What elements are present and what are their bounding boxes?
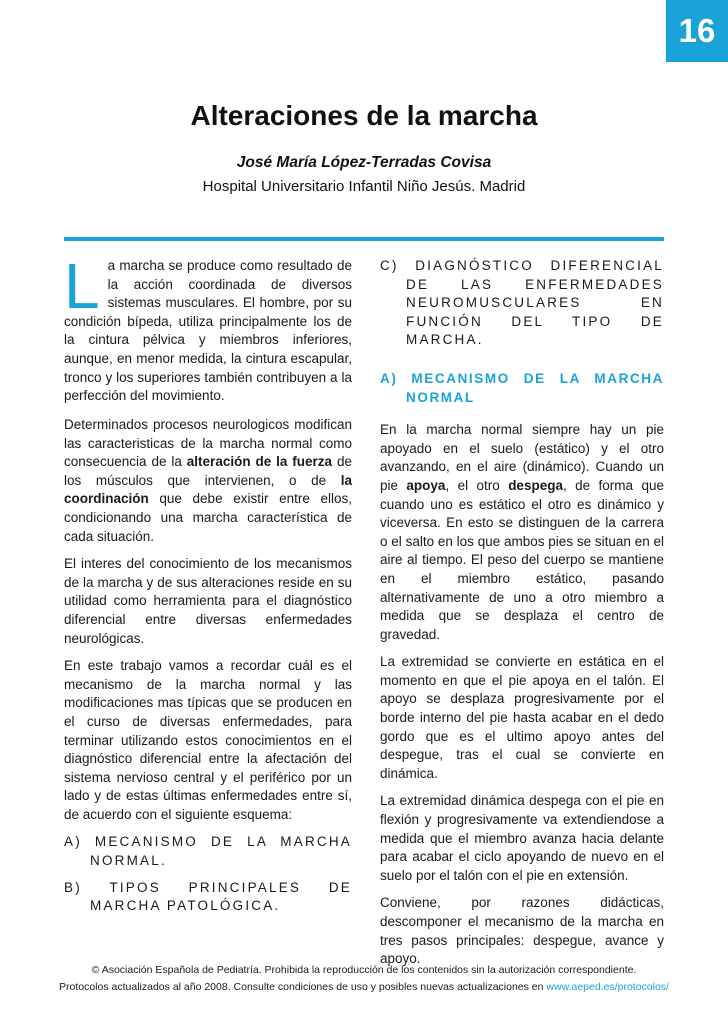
header-divider (64, 237, 664, 241)
text-run: En la marcha normal siempre hay un pie apoyado en el suelo (estático) y el otro avanzando, en el aire (dinámico). Cuando un pie (380, 422, 664, 493)
chapter-number-badge: 16 (666, 0, 728, 62)
outline-item-a: A) MECANISMO DE LA MARCHA NORMAL. (64, 834, 352, 869)
copyright-line: © Asociación Española de Pediatría. Prohibida la reproducción de los contenidos sin la autorización correspondiente. (91, 964, 637, 976)
text-run: que debe existir entre ellos, condicionando una marcha característica de cada situación. (64, 491, 352, 544)
outline-item-b: B) TIPOS PRINCIPALES DE MARCHA PATOLÓGICA. (64, 879, 352, 914)
paragraph-dynamic-limb: La extremidad dinámica despega con el pie en flexión y progresivamente va extendiendose a medida que el miembro avanza hacia delante para acabar el ciclo apoyando de nuevo en el suelo por el talón con el pie en extensión. (380, 793, 664, 883)
text-run: , de forma que cuando uno es estático el otro es dinámico y viceversa. En esto se distinguen de la carrera o el salto en los que ambos pies se situan en el aire al tiempo. El peso del cuerpo se mantiene en el miembro estático, pasando alternativamente de uno a otro miembro a medida que se desplaza el centro de gravedad. (380, 477, 664, 642)
emphasis-despega: despega (508, 477, 563, 493)
intro-text: a marcha se produce como resultado de la acción coordinada de diversos sistemas musculares. El hombre, por su condición bípeda, utiliza principalmente los de la cintura pélvica y miembros inferiores, aunque, en menor medida, la cintura escapular, tronco y los superiores también contribuyen a la perfección del movimiento. (64, 258, 352, 404)
paragraph-static-limb: La extremidad se convierte en estática en el momento en que el pie apoya en el talón. El apoyo se desplaza progresivamente por el borde interno del pie hasta acabar en el dedo gordo que es el ultimo apoyo antes del despegue, tras el cual se convierte en dinámica. (380, 654, 664, 781)
outline-item-c: C) DIAGNÓSTICO DIFERENCIAL DE LAS ENFERMEDADES NEUROMUSCULARES EN FUNCIÓN DEL TIPO DE MARCHA. (380, 258, 664, 348)
right-column (380, 257, 664, 978)
emphasis-fuerza: alteración de la fuerza (186, 454, 333, 470)
paragraph-normal-gait (380, 421, 664, 644)
author-name: José María López-Terradas Covisa (236, 154, 492, 171)
paragraph-three-steps: Conviene, por razones didácticas, descomponer el mecanismo de la marcha en tres pasos principales: despegue, avance y apoyo. (380, 895, 664, 967)
paragraph-neurologic-processes (64, 416, 352, 546)
page-title: Alteraciones de la marcha (190, 100, 538, 131)
page-footer (0, 962, 728, 996)
author-affiliation: Hospital Universitario Infantil Niño Jesús. Madrid (202, 178, 526, 195)
protocols-link[interactable]: www.aeped.es/protocolos/ (546, 981, 669, 993)
emphasis-apoya: apoya (406, 477, 446, 493)
text-run: Determinados procesos neurologicos modifican las caracteristicas de la marcha normal como consecuencia de la (64, 417, 352, 470)
text-run: de los músculos que intervienen, o de (64, 454, 352, 488)
paragraph-scope: En este trabajo vamos a recordar cuál es el mecanismo de la marcha normal y las modificaciones mas típicas que se producen en el curso de diversas enfermedades, para terminar utilizando estos conocimientos en el diagnóstico diferencial entre la afectación del sistema nervioso central y el periférico por un lado y de estas últimas enfermedades entre sí, de acuerdo con el siguiente esquema: (64, 658, 352, 822)
section-heading-normal-gait: A) MECANISMO DE LA MARCHA NORMAL (380, 370, 664, 405)
left-column (64, 250, 352, 924)
drop-cap: L (64, 250, 100, 322)
protocols-line (0, 979, 728, 996)
emphasis-coordinacion: la coordinación (64, 472, 352, 507)
paragraph-interest: El interes del conocimiento de los mecanismos de la marcha y de sus alteraciones reside en su utilidad como herramienta para el diagnóstico diferencial entre diversas enfermedades neurológicas. (64, 556, 352, 646)
protocols-text: Protocolos actualizados al año 2008. Consulte condiciones de uso y posibles nuevas actualizaciones en (59, 981, 547, 993)
text-run: , el otro (445, 477, 509, 493)
intro-paragraph (64, 250, 352, 407)
